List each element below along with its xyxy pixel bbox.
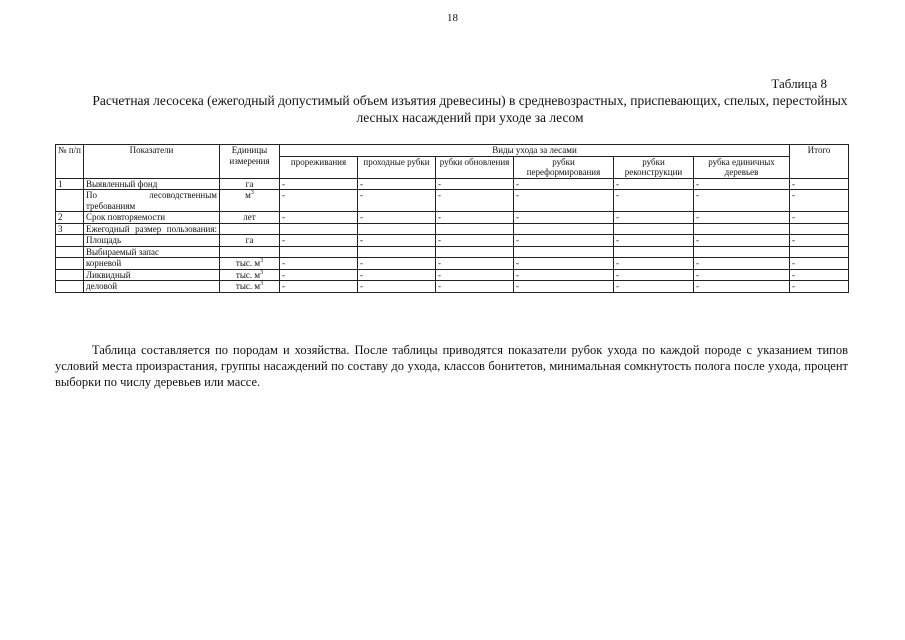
row-value: [790, 223, 849, 235]
header-care-types: Виды ухода за лесами: [280, 145, 790, 157]
row-value: -: [280, 281, 358, 293]
table-row: [56, 258, 849, 270]
row-indicator: Выбираемый запас: [84, 246, 220, 258]
row-value: -: [358, 178, 436, 190]
row-value: -: [514, 258, 614, 270]
row-number: 3: [56, 223, 84, 235]
row-value: -: [694, 258, 790, 270]
row-value: [694, 223, 790, 235]
row-value: -: [790, 235, 849, 247]
row-unit: [220, 223, 280, 235]
row-value: -: [280, 178, 358, 190]
row-value: -: [790, 190, 849, 212]
row-value: -: [790, 258, 849, 270]
row-value: -: [514, 235, 614, 247]
row-indicator: деловой: [84, 281, 220, 293]
table-row: [56, 223, 849, 235]
row-value: -: [358, 281, 436, 293]
row-number: 2: [56, 212, 84, 224]
row-value: -: [436, 235, 514, 247]
row-indicator: корневой: [84, 258, 220, 270]
row-value: -: [436, 258, 514, 270]
header-type: рубки реконструкции: [614, 156, 694, 178]
row-unit: тыс. $м^3$: [220, 258, 280, 270]
row-value: -: [280, 212, 358, 224]
header-units: Единицы измерения: [220, 145, 280, 179]
row-value: [436, 246, 514, 258]
row-unit: лет: [220, 212, 280, 224]
row-value: -: [614, 178, 694, 190]
header-type: прореживания: [280, 156, 358, 178]
row-value: -: [514, 178, 614, 190]
table-row: [56, 212, 849, 224]
header-type: рубки обновления: [436, 156, 514, 178]
row-number: [56, 269, 84, 281]
row-value: -: [790, 281, 849, 293]
row-number: [56, 235, 84, 247]
row-value: -: [280, 269, 358, 281]
row-number: [56, 246, 84, 258]
row-number: [56, 258, 84, 270]
table-row: [56, 190, 849, 212]
table-row: [56, 246, 849, 258]
header-type: рубки переформирования: [514, 156, 614, 178]
row-value: -: [614, 190, 694, 212]
row-value: [790, 246, 849, 258]
row-value: -: [280, 190, 358, 212]
row-value: -: [614, 269, 694, 281]
row-value: -: [694, 235, 790, 247]
table-title: Расчетная лесосека (ежегодный допустимый объем изъятия древесины) в средневозрастных, приспевающих, спелых, перестойных лесных насаждений при уходе за лесом: [92, 93, 848, 125]
row-value: -: [514, 212, 614, 224]
row-unit: тыс. $м^3$: [220, 281, 280, 293]
row-value: -: [358, 235, 436, 247]
row-unit: тыс. $м^3$: [220, 269, 280, 281]
row-value: -: [614, 281, 694, 293]
row-value: -: [358, 212, 436, 224]
row-value: -: [514, 190, 614, 212]
row-unit: га: [220, 178, 280, 190]
row-value: -: [790, 212, 849, 224]
row-value: -: [436, 178, 514, 190]
row-value: -: [358, 258, 436, 270]
row-value: -: [280, 235, 358, 247]
row-indicator: По лесоводственным требованиям: [84, 190, 220, 212]
row-value: [280, 223, 358, 235]
row-value: -: [694, 190, 790, 212]
row-value: -: [614, 235, 694, 247]
row-value: -: [614, 212, 694, 224]
header-indicators: Показатели: [84, 145, 220, 179]
row-value: -: [436, 190, 514, 212]
row-value: -: [358, 190, 436, 212]
forest-harvest-table: [55, 144, 849, 293]
row-indicator: Выявленный фонд: [84, 178, 220, 190]
row-value: -: [514, 269, 614, 281]
header-num: № п/п: [56, 145, 84, 179]
row-value: -: [790, 178, 849, 190]
table-row: [56, 281, 849, 293]
row-value: [280, 246, 358, 258]
row-number: [56, 281, 84, 293]
row-value: [514, 223, 614, 235]
table-row: [56, 235, 849, 247]
table-label: Таблица 8: [771, 76, 827, 91]
table-body: [56, 178, 849, 292]
row-unit: [220, 246, 280, 258]
table-row: [56, 269, 849, 281]
row-number: [56, 190, 84, 212]
row-value: [614, 223, 694, 235]
row-unit: га: [220, 235, 280, 247]
header-total: Итого: [790, 145, 849, 179]
row-value: [436, 223, 514, 235]
page-number: 18: [447, 12, 458, 24]
row-value: -: [614, 258, 694, 270]
row-unit: $м^3$: [220, 190, 280, 212]
row-indicator: Ежегодный размер пользования:: [84, 223, 220, 235]
row-indicator: Срок повторяемости: [84, 212, 220, 224]
row-value: [514, 246, 614, 258]
row-value: -: [694, 178, 790, 190]
row-value: -: [694, 269, 790, 281]
row-indicator: Ликвидный: [84, 269, 220, 281]
row-value: -: [436, 269, 514, 281]
body-paragraph: Таблица составляется по породам и хозяйства. После таблицы приводятся показатели рубок ухода по каждой породе с указанием типов условий места произрастания, группы насаждений по составу до ухода, классов бонитетов, минимальная сомкнутость полога после ухода, процент выборки по числу деревьев или массе.: [55, 343, 848, 389]
row-value: [358, 246, 436, 258]
table-row: [56, 178, 849, 190]
row-value: -: [436, 281, 514, 293]
row-value: -: [694, 212, 790, 224]
header-type: рубка единичных деревьев: [694, 156, 790, 178]
row-value: [694, 246, 790, 258]
row-value: -: [790, 269, 849, 281]
header-type: проходные рубки: [358, 156, 436, 178]
row-value: -: [358, 269, 436, 281]
row-value: -: [694, 281, 790, 293]
row-value: -: [514, 281, 614, 293]
row-value: -: [436, 212, 514, 224]
row-number: 1: [56, 178, 84, 190]
row-value: [614, 246, 694, 258]
row-value: [358, 223, 436, 235]
row-value: -: [280, 258, 358, 270]
row-indicator: Площадь: [84, 235, 220, 247]
